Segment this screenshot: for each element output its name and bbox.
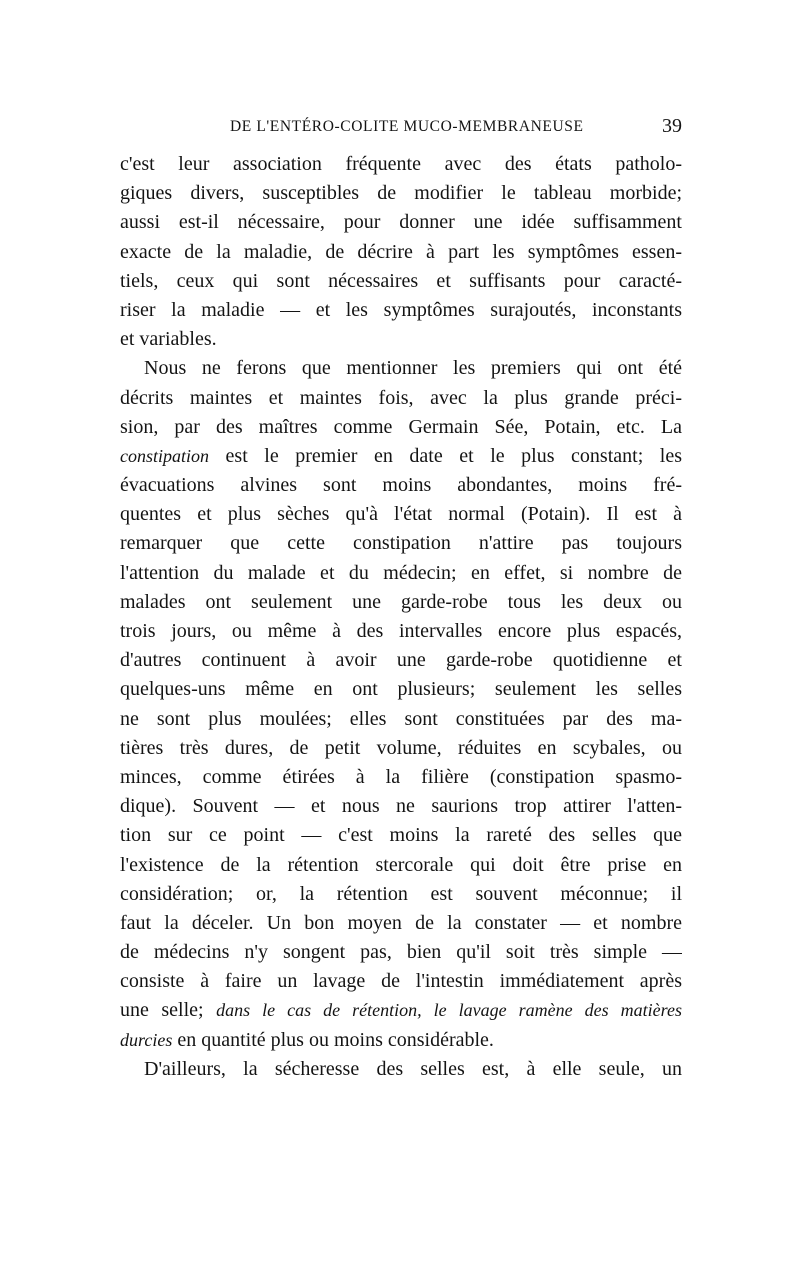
italic-text: constipation <box>120 445 209 466</box>
text-segment: aussi est-il nécessaire, pour donner une idée suffisamment <box>120 211 682 234</box>
text-segment: ne sont plus moulées; elles sont constituées par des ma- <box>120 707 682 730</box>
text-segment: Nous ne ferons que mentionner les premiers qui ont été <box>144 357 682 380</box>
body-text <box>120 150 682 1084</box>
italic-text: durcies <box>120 1029 173 1050</box>
text-segment: est le premier en date et le plus constant; les <box>209 444 682 467</box>
text-line <box>120 208 682 237</box>
text-line <box>120 938 682 967</box>
text-line <box>120 763 682 792</box>
text-segment: c'est leur association fréquente avec des états patholo- <box>120 153 682 175</box>
text-segment: faut la déceler. Un bon moyen de la constater — et nombre <box>120 911 682 934</box>
text-line <box>120 413 682 442</box>
text-line <box>120 851 682 880</box>
text-line <box>120 1055 682 1084</box>
text-line <box>120 442 682 471</box>
text-line <box>120 325 682 354</box>
text-line <box>120 384 682 413</box>
text-line <box>120 500 682 529</box>
text-segment: décrits maintes et maintes fois, avec la plus grande préci- <box>120 386 682 409</box>
text-line <box>120 734 682 763</box>
text-segment: consiste à faire un lavage de l'intestin immédiatement après <box>120 970 682 993</box>
text-segment: quelques-uns même en ont plusieurs; seulement les selles <box>120 678 682 701</box>
text-line <box>120 967 682 996</box>
text-segment: d'autres continuent à avoir une garde-robe quotidienne et <box>120 649 682 672</box>
text-line <box>120 705 682 734</box>
text-line <box>120 617 682 646</box>
text-line <box>120 354 682 383</box>
text-line <box>120 471 682 500</box>
italic-text: dans le cas de rétention, le lavage ramène des matières <box>216 1000 682 1021</box>
text-segment: de médecins n'y songent pas, bien qu'il soit très simple — <box>120 941 682 964</box>
text-segment: tiels, ceux qui sont nécessaires et suffisants pour caracté- <box>120 269 682 292</box>
text-line <box>120 559 682 588</box>
text-segment: remarquer que cette constipation n'attire pas toujours <box>120 532 682 555</box>
text-line <box>120 1026 682 1055</box>
text-line <box>120 675 682 704</box>
text-segment: riser la maladie — et les symptômes surajoutés, inconstants <box>120 298 682 321</box>
text-segment: en quantité plus ou moins considérable. <box>172 1028 494 1051</box>
text-segment: D'ailleurs, la sécheresse des selles est, à elle seule, un <box>144 1057 682 1080</box>
text-segment: sion, par des maîtres comme Germain Sée, Potain, etc. La <box>120 415 682 438</box>
text-segment: minces, comme étirées à la filière (constipation spasmo- <box>120 765 682 788</box>
text-line <box>120 179 682 208</box>
text-segment: exacte de la maladie, de décrire à part les symptômes essen- <box>120 240 682 263</box>
text-line <box>120 296 682 325</box>
text-segment: et variables. <box>120 328 217 351</box>
text-line <box>120 646 682 675</box>
text-segment: malades ont seulement une garde-robe tous les deux ou <box>120 590 682 613</box>
text-segment: l'attention du malade et du médecin; en effet, si nombre de <box>120 561 682 584</box>
text-segment: trois jours, ou même à des intervalles encore plus espacés, <box>120 620 682 642</box>
running-title: DE L'ENTÉRO-COLITE MUCO-MEMBRANEUSE <box>230 118 584 135</box>
text-segment: tières très dures, de petit volume, réduites en scybales, ou <box>120 736 682 759</box>
text-line <box>120 150 682 179</box>
text-segment: quentes et plus sèches qu'à l'état normal (Potain). Il est à <box>120 503 682 526</box>
text-segment: tion sur ce point — c'est moins la rareté des selles que <box>120 824 682 847</box>
page-number: 39 <box>662 115 682 137</box>
text-line <box>120 821 682 850</box>
text-segment: évacuations alvines sont moins abondantes, moins fré- <box>120 474 682 497</box>
text-segment: giques divers, susceptibles de modifier le tableau morbide; <box>120 182 682 205</box>
text-segment: une selle; <box>120 999 217 1022</box>
text-segment: dique). Souvent — et nous ne saurions trop attirer l'atten- <box>120 795 682 818</box>
text-segment: considération; or, la rétention est souvent méconnue; il <box>120 882 682 905</box>
running-head <box>120 116 682 140</box>
text-line <box>120 267 682 296</box>
text-line <box>120 588 682 617</box>
text-line <box>120 996 682 1025</box>
text-line <box>120 238 682 267</box>
text-line <box>120 792 682 821</box>
text-line <box>120 909 682 938</box>
text-line <box>120 880 682 909</box>
text-segment: l'existence de la rétention stercorale qui doit être prise en <box>120 853 682 876</box>
text-line <box>120 529 682 558</box>
